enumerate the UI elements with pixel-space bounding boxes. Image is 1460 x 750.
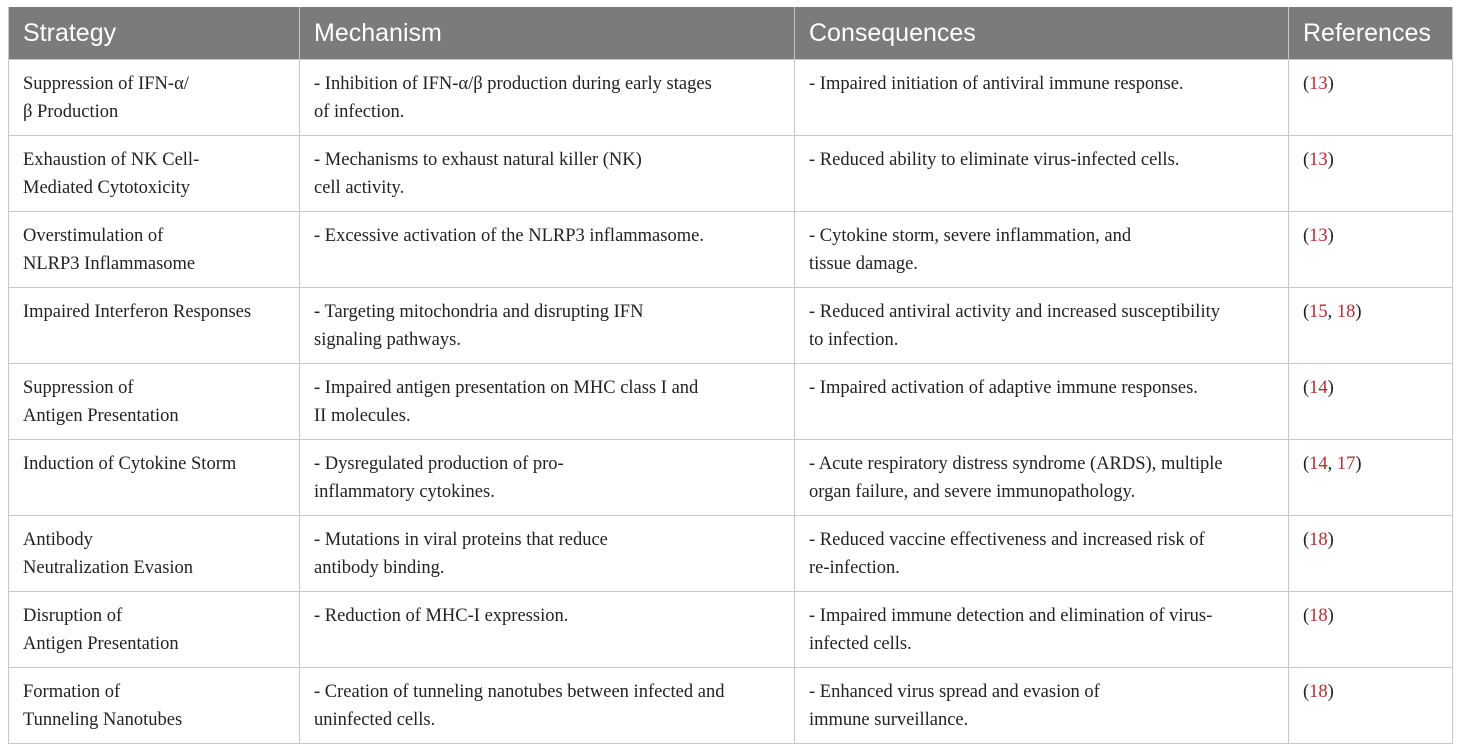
mechanism-cell-line: - Inhibition of IFN-α/β production during early stages (314, 74, 712, 94)
mechanism-cell-line: - Impaired antigen presentation on MHC class I and (314, 378, 699, 398)
strategy-cell-line: Suppression of (23, 378, 134, 398)
strategy-cell (9, 668, 300, 744)
consequences-cell-line: infected cells. (809, 633, 912, 654)
strategy-cell-line: Mediated Cytotoxicity (23, 177, 190, 198)
mechanism-cell-line: uninfected cells. (314, 709, 436, 730)
consequences-cell (795, 212, 1289, 288)
mechanism-cell-line: - Dysregulated production of pro- (314, 454, 564, 474)
header-mechanism: Mechanism (300, 7, 795, 60)
reference-link[interactable]: 14 (1309, 454, 1328, 474)
strategy-cell (9, 60, 300, 136)
table-row (9, 668, 1453, 744)
table-row (9, 212, 1453, 288)
table-row (9, 60, 1453, 136)
reference-link[interactable]: 13 (1309, 150, 1328, 170)
mechanism-cell-line: - Reduction of MHC-I expression. (314, 606, 569, 626)
references-cell: (14, 17) (1289, 440, 1453, 516)
references-cell: (13) (1289, 60, 1453, 136)
consequences-cell-line: - Reduced vaccine effectiveness and increased risk of (809, 530, 1205, 550)
consequences-cell-line: - Enhanced virus spread and evasion of (809, 682, 1100, 702)
mechanism-cell-line: cell activity. (314, 177, 405, 198)
strategy-cell-line: Induction of Cytokine Storm (23, 454, 237, 474)
strategy-cell-line: Disruption of (23, 606, 123, 626)
reference-link[interactable]: 13 (1309, 74, 1328, 94)
consequences-cell (795, 440, 1289, 516)
consequences-cell-line: - Reduced ability to eliminate virus-infected cells. (809, 150, 1180, 170)
strategy-cell-line: Suppression of IFN-α/ (23, 74, 189, 94)
references-cell: (13) (1289, 136, 1453, 212)
consequences-cell (795, 592, 1289, 668)
mechanism-cell (300, 364, 795, 440)
references-cell: (18) (1289, 516, 1453, 592)
reference-link[interactable]: 18 (1309, 606, 1328, 626)
mechanism-cell (300, 136, 795, 212)
consequences-cell-line: - Acute respiratory distress syndrome (ARDS), multiple (809, 454, 1223, 474)
consequences-cell (795, 136, 1289, 212)
header-references: References (1289, 7, 1453, 60)
header-row (9, 7, 1453, 60)
mechanism-cell-line: - Mutations in viral proteins that reduce (314, 530, 608, 550)
strategy-cell-line: β Production (23, 101, 119, 122)
references-cell: (18) (1289, 592, 1453, 668)
consequences-cell-line: to infection. (809, 329, 899, 350)
strategy-cell-line: Antigen Presentation (23, 405, 179, 426)
consequences-cell (795, 60, 1289, 136)
strategy-cell (9, 516, 300, 592)
mechanism-cell-line: - Excessive activation of the NLRP3 inflammasome. (314, 226, 704, 246)
mechanism-cell-line: antibody binding. (314, 557, 445, 578)
consequences-cell-line: tissue damage. (809, 253, 918, 274)
mechanism-cell-line: II molecules. (314, 405, 411, 426)
strategy-cell (9, 212, 300, 288)
table-row (9, 516, 1453, 592)
references-cell: (13) (1289, 212, 1453, 288)
consequences-cell (795, 288, 1289, 364)
table-row (9, 440, 1453, 516)
table-row (9, 288, 1453, 364)
mechanism-cell-line: - Mechanisms to exhaust natural killer (NK) (314, 150, 642, 170)
consequences-cell-line: immune surveillance. (809, 709, 969, 730)
reference-link[interactable]: 17 (1336, 454, 1356, 474)
immune-evasion-strategies-table (8, 7, 1453, 744)
strategy-cell (9, 440, 300, 516)
mechanism-cell (300, 60, 795, 136)
mechanism-cell-line: - Creation of tunneling nanotubes between infected and (314, 682, 725, 702)
mechanism-cell (300, 668, 795, 744)
consequences-cell-line: - Reduced antiviral activity and increased susceptibility (809, 302, 1220, 322)
header-strategy: Strategy (9, 7, 300, 60)
strategy-cell-line: Impaired Interferon Responses (23, 302, 252, 322)
consequences-cell-line: re-infection. (809, 557, 900, 578)
mechanism-cell-line: inflammatory cytokines. (314, 481, 495, 502)
consequences-cell (795, 668, 1289, 744)
strategies-table-container (8, 7, 1452, 744)
reference-link[interactable]: 13 (1309, 226, 1328, 246)
mechanism-cell-line: of infection. (314, 101, 405, 122)
table-row (9, 136, 1453, 212)
table-row (9, 592, 1453, 668)
strategy-cell (9, 364, 300, 440)
consequences-cell-line: - Impaired activation of adaptive immune responses. (809, 378, 1198, 398)
mechanism-cell (300, 592, 795, 668)
mechanism-cell (300, 440, 795, 516)
strategy-cell-line: Neutralization Evasion (23, 557, 194, 578)
mechanism-cell (300, 288, 795, 364)
strategy-cell-line: Exhaustion of NK Cell- (23, 150, 200, 170)
strategy-cell-line: Antigen Presentation (23, 633, 179, 654)
mechanism-cell (300, 516, 795, 592)
reference-link[interactable]: 15 (1309, 302, 1328, 322)
strategy-cell-line: NLRP3 Inflammasome (23, 253, 196, 274)
strategy-cell-line: Tunneling Nanotubes (23, 709, 183, 730)
strategy-cell (9, 136, 300, 212)
reference-link[interactable]: 18 (1309, 530, 1328, 550)
consequences-cell-line: organ failure, and severe immunopathology. (809, 481, 1136, 502)
header-consequences: Consequences (795, 7, 1289, 60)
consequences-cell-line: - Impaired initiation of antiviral immune response. (809, 74, 1184, 94)
references-cell: (15, 18) (1289, 288, 1453, 364)
table-header (9, 7, 1453, 60)
references-cell: (14) (1289, 364, 1453, 440)
mechanism-cell-line: - Targeting mitochondria and disrupting IFN (314, 302, 644, 322)
reference-link[interactable]: 18 (1309, 682, 1328, 702)
strategy-cell-line: Overstimulation of (23, 226, 164, 246)
table-body (9, 60, 1453, 744)
consequences-cell (795, 364, 1289, 440)
mechanism-cell (300, 212, 795, 288)
strategy-cell-line: Antibody (23, 530, 93, 550)
strategy-cell-line: Formation of (23, 682, 121, 702)
table-row (9, 364, 1453, 440)
consequences-cell-line: - Cytokine storm, severe inflammation, and (809, 226, 1132, 246)
strategy-cell (9, 592, 300, 668)
references-cell: (18) (1289, 668, 1453, 744)
reference-link[interactable]: 14 (1309, 378, 1328, 398)
mechanism-cell-line: signaling pathways. (314, 329, 461, 350)
consequences-cell-line: - Impaired immune detection and elimination of virus- (809, 606, 1213, 626)
consequences-cell (795, 516, 1289, 592)
strategy-cell (9, 288, 300, 364)
reference-link[interactable]: 18 (1336, 302, 1356, 322)
